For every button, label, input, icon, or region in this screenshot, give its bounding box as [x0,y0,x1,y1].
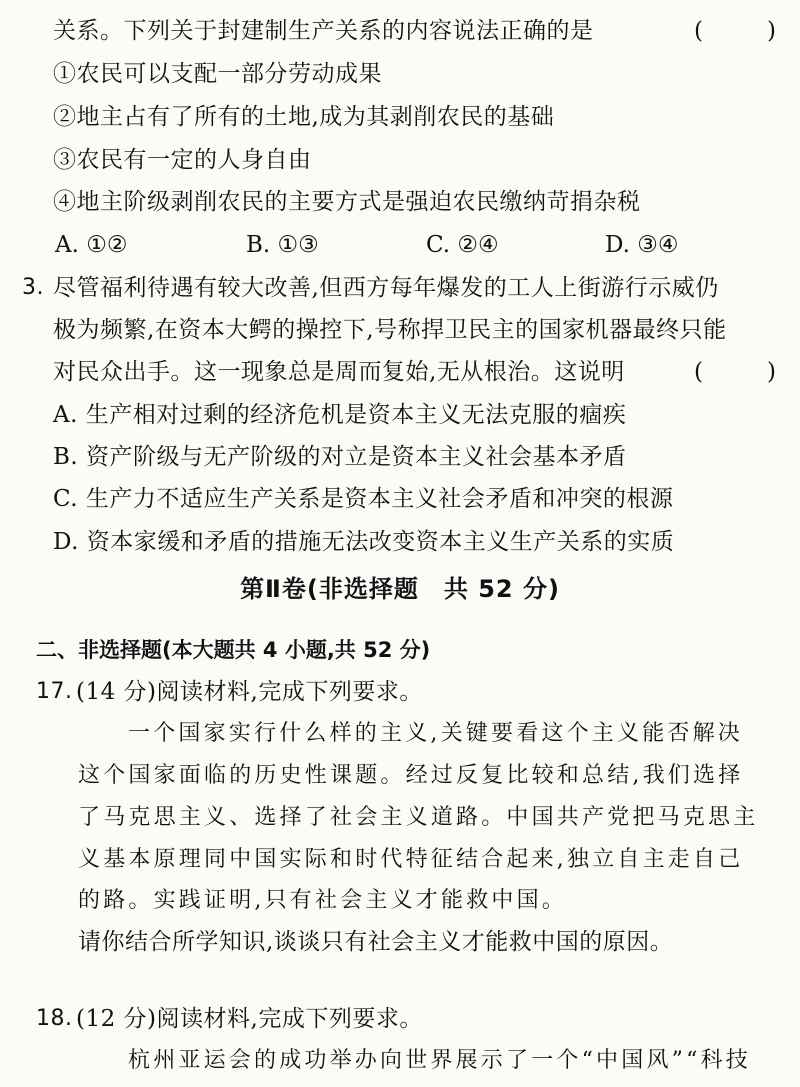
q17-material-line-4: 义基本原理同中国实际和时代特征结合起来,独立自主走自己 [78,847,744,872]
q17-question: 请你结合所学知识,谈谈只有社会主义才能救中国的原因。 [78,929,674,955]
q18-material-line-1: 杭州亚运会的成功举办向世界展示了一个“中国风”“科技 [128,1048,751,1073]
q2-option-a: A. ①② [55,232,128,258]
q2-option-b: B. ①③ [246,232,319,258]
q17-material-line-2: 这个国家面临的历史性课题。经过反复比较和总结,我们选择 [78,763,744,788]
q3-stem-line-2: 极为频繁,在资本大鳄的操控下,号称捍卫民主的国家机器最终只能 [53,317,727,343]
q2-answer-paren: ( ) [694,18,782,44]
q2-statement-2: ②地主占有了所有的土地,成为其剥削农民的基础 [53,104,555,130]
q2-stem: 关系。下列关于封建制生产关系的内容说法正确的是 [53,18,594,44]
q2-option-d: D. ③④ [605,232,679,258]
q17-material-line-3: 了马克思主义、选择了社会主义道路。中国共产党把马克思主 [78,805,759,830]
q18-number: 18. [36,1006,73,1031]
part-2-title: 第Ⅱ卷(非选择题 共 52 分) [240,575,560,603]
q17-intro: (14 分)阅读材料,完成下列要求。 [76,679,423,705]
q3-answer-paren: ( ) [694,359,782,385]
q3-number: 3. [22,275,44,300]
q3-option-a: A. 生产相对过剩的经济危机是资本主义无法克服的痼疾 [53,402,627,428]
q17-number: 17. [36,679,73,704]
q3-option-b: B. 资产阶级与无产阶级的对立是资本主义社会基本矛盾 [53,444,627,470]
q2-statement-3: ③农民有一定的人身自由 [53,147,312,173]
q2-statement-1: ①农民可以支配一部分劳动成果 [53,61,382,87]
section-2-heading: 二、非选择题(本大题共 4 小题,共 52 分) [36,638,431,662]
q3-stem-line-3: 对民众出手。这一现象总是周而复始,无从根治。这说明 [53,359,625,385]
q17-material-line-5: 的路。实践证明,只有社会主义才能救中国。 [78,888,567,913]
q3-option-c: C. 生产力不适应生产关系是资本主义社会矛盾和冲突的根源 [53,486,674,512]
q2-statement-4: ④地主阶级剥削农民的主要方式是强迫农民缴纳苛捐杂税 [53,189,641,215]
q17-material-line-1: 一个国家实行什么样的主义,关键要看这个主义能否解决 [128,721,743,746]
q2-option-c: C. ②④ [426,232,499,258]
q18-intro: (12 分)阅读材料,完成下列要求。 [76,1006,423,1032]
q3-stem-line-1: 尽管福利待遇有较大改善,但西方每年爆发的工人上街游行示威仍 [53,275,719,301]
q3-option-d: D. 资本家缓和矛盾的措施无法改变资本主义生产关系的实质 [53,529,675,555]
